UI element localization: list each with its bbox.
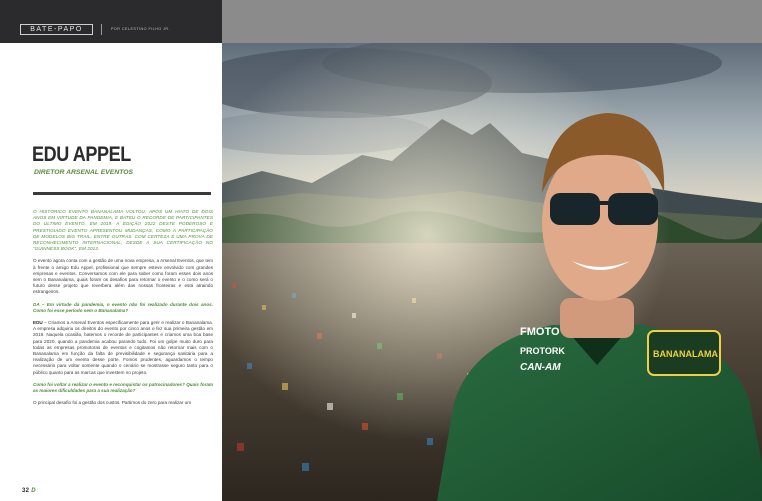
question-1 bbox=[33, 302, 213, 314]
header-bar-photo bbox=[222, 0, 762, 43]
shirt-logo-2: PROTORK bbox=[520, 346, 565, 356]
question-2: Como foi voltar a realizar o evento e reconquistar os patrocinadores? Quais foram as maiores dificuldades para a sua realização? bbox=[33, 381, 213, 394]
question-label: DA bbox=[33, 301, 40, 307]
title-rule bbox=[33, 192, 211, 195]
shirt-logo-1: FMOTO bbox=[520, 326, 560, 338]
answer-text: – Criamos a Arsenal Eventos especificamente para gerir e realizar o Bananalama. A empresa adquiriu os direitos do evento por cinco anos e fez sua primeira gestão em 2019. Naquela ocasião, batemos o recorde de participantes e criamos uma boa base para 2020, quando a pandemia acabou parando tudo. Foi um golpe muito duro para todas as empresas promotoras de eventos e cogitamos não retornar mais com o Bananalama em função da falta de previsibilidade e segurança sanitária para a realização de um evento desse porte. Fomos prudentes, aguardamos o tempo necessário para voltar somente quando o cenário se mostrasse seguro tanto para o público quanto para as marcas que investem no projeto. bbox=[33, 320, 213, 375]
lead-paragraph: O HISTÓRICO EVENTO BANANALAMA VOLTOU, APÓS UM HIATO DE DOIS ANOS EM VIRTUDE DA PANDEMIA, E BATEU O RECORDE DE PARTICIPANTES DO ÚLTIMO EVENTO, EM 2019. A EDIÇÃO 2022 DESTE PODEROSO E PRESTIGIADO EVENTO APRESENTOU MUDANÇAS, COMO A PARTICIPAÇÃO DE MODELOS BIG TRAIL, ENTRE OUTRAS. COM CERTEZA É UMA PROVA DE RECONHECIMENTO INTERNACIONAL, DESDE A SUA CERTIFICAÇÃO NO “GUINNESS BOOK”, EM 2013. bbox=[33, 209, 213, 252]
article-column bbox=[0, 0, 222, 501]
answer-1 bbox=[33, 320, 213, 376]
byline: POR CELESTINO FILHO JR. bbox=[111, 27, 170, 31]
section-tag: BATE-PAPO bbox=[20, 24, 93, 35]
header-bar bbox=[0, 0, 222, 43]
answer-2: O principal desafio foi a gestão dos custos. Partimos do zero para realizar um bbox=[33, 400, 192, 406]
shirt-logo-3: CAN-AM bbox=[520, 362, 561, 373]
magazine-logo: D bbox=[31, 488, 36, 494]
event-photo bbox=[222, 43, 762, 501]
question-text: – Em virtude da pandemia, o evento não foi realizado durante dois anos. Como foi esse período sem o Bananalama? bbox=[33, 301, 213, 313]
page-number: 32 bbox=[22, 488, 30, 494]
article-subtitle: DIRETOR ARSENAL EVENTOS bbox=[34, 169, 134, 176]
article-body bbox=[33, 209, 213, 412]
header-divider bbox=[101, 24, 102, 35]
badge-text: BANANALAMA bbox=[653, 349, 718, 359]
intro-paragraph: O evento agora conta com a gestão de uma nova empresa, a Arsenal Eventos, que tem à frente o amigo Edu Appel, profissional que sempre esteve envolvido com grandes empresas e eventos. Conversamos com ele para saber como foram esses dois anos sem o Bananalama, quais foram os desafios para retornar o evento e o como será o futuro desse projeto que reverbera além das nossas fronteiras e está atraindo estrangeiros. bbox=[33, 258, 213, 295]
page-footer bbox=[22, 488, 36, 494]
photo-illustration bbox=[222, 43, 762, 501]
article-title: EDU APPEL bbox=[32, 143, 131, 166]
answer-label: EDU bbox=[33, 320, 43, 326]
